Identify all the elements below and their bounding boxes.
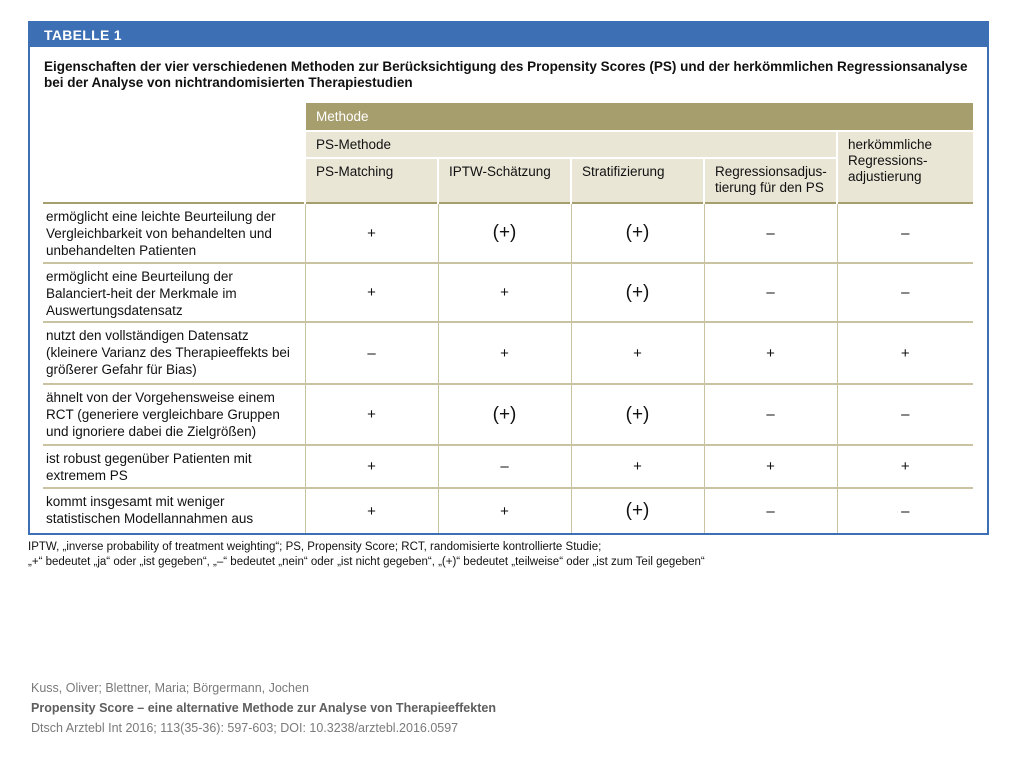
cell-value: +: [305, 445, 438, 488]
table-row: [43, 488, 973, 533]
header-corner: [43, 103, 305, 203]
table-row: [43, 322, 973, 384]
cell-value: (+): [438, 203, 571, 263]
cell-value: –: [837, 488, 973, 533]
cell-value: –: [305, 322, 438, 384]
citation-source: Dtsch Arztebl Int 2016; 113(35-36): 597-603; DOI: 10.3238/arztebl.2016.0597: [31, 721, 459, 735]
cell-value: +: [305, 384, 438, 445]
cell-value: (+): [571, 488, 704, 533]
table-row: [43, 445, 973, 488]
citation-authors: Kuss, Oliver; Blettner, Maria; Börgermann, Jochen: [31, 681, 309, 695]
header-methode: Methode: [305, 103, 973, 131]
table-caption: Eigenschaften der vier verschiedenen Methoden zur Berücksichtigung des Propensity Scores (PS) und der herkömmlichen Regressionsanalyse bei der Analyse von nichtrandomisierten Therapiestudien: [44, 59, 968, 90]
cell-value: +: [305, 203, 438, 263]
cell-value: +: [704, 445, 837, 488]
cell-value: –: [837, 203, 973, 263]
symbol-legend-note: „+“ bedeutet „ja“ oder „ist gegeben“, „–“ bedeutet „nein“ oder „ist nicht gegeben“, „(+)“ bedeutet „teilweise“ oder „ist zum Teil gegeben“: [28, 556, 705, 568]
row-label: nutzt den vollständigen Datensatz (kleinere Varianz des Therapieeffekts bei größerer Gefahr für Bias): [43, 322, 305, 384]
cell-value: +: [438, 263, 571, 322]
cell-value: –: [837, 263, 973, 322]
table-frame: [28, 21, 989, 535]
cell-value: –: [704, 384, 837, 445]
abbreviation-note: IPTW, „inverse probability of treatment weighting“; PS, Propensity Score; RCT, randomisierte kontrollierte Studie;: [28, 541, 602, 553]
header-regressionsadjustierung-ps: Regressionsadjus-tierung für den PS: [704, 158, 837, 203]
table-row: [43, 263, 973, 322]
header-herkoemmliche-regression: [837, 131, 973, 203]
row-label: kommt insgesamt mit weniger statistischen Modellannahmen aus: [43, 488, 305, 533]
row-label: ähnelt von der Vorgehensweise einem RCT (generiere vergleichbare Gruppen und ignoriere dabei die Zielgrößen): [43, 384, 305, 445]
table-row: [43, 384, 973, 445]
cell-value: –: [704, 203, 837, 263]
citation: [31, 678, 496, 738]
cell-value: +: [305, 263, 438, 322]
cell-value: +: [438, 322, 571, 384]
cell-value: (+): [438, 384, 571, 445]
cell-value: (+): [571, 263, 704, 322]
table-label: TABELLE 1: [30, 23, 987, 47]
cell-value: –: [704, 488, 837, 533]
header-ps-methode: PS-Methode: [305, 131, 837, 158]
cell-value: +: [571, 445, 704, 488]
properties-table: [43, 103, 973, 533]
row-label: ermöglicht eine Beurteilung der Balanciert-heit der Merkmale im Auswertungsdatensatz: [43, 263, 305, 322]
cell-value: –: [438, 445, 571, 488]
table-row: [43, 203, 973, 263]
cell-value: +: [571, 322, 704, 384]
cell-value: +: [837, 322, 973, 384]
cell-value: –: [837, 384, 973, 445]
cell-value: +: [704, 322, 837, 384]
cell-value: +: [305, 488, 438, 533]
row-label: ermöglicht eine leichte Beurteilung der Vergleichbarkeit von behandelten und unbehandelten Patienten: [43, 203, 305, 263]
cell-value: (+): [571, 384, 704, 445]
header-stratifizierung: Stratifizierung: [571, 158, 704, 203]
table-notes: [28, 540, 705, 570]
header-iptw: IPTW-Schätzung: [438, 158, 571, 203]
cell-value: (+): [571, 203, 704, 263]
header-herkoemmliche-text: herkömmliche Regressions-adjustierung: [848, 137, 933, 184]
cell-value: +: [837, 445, 973, 488]
cell-value: –: [704, 263, 837, 322]
citation-title: Propensity Score – eine alternative Methode zur Analyse von Therapieeffekten: [31, 701, 496, 715]
header-ps-matching: PS-Matching: [305, 158, 438, 203]
row-label: ist robust gegenüber Patienten mit extremem PS: [43, 445, 305, 488]
cell-value: +: [438, 488, 571, 533]
